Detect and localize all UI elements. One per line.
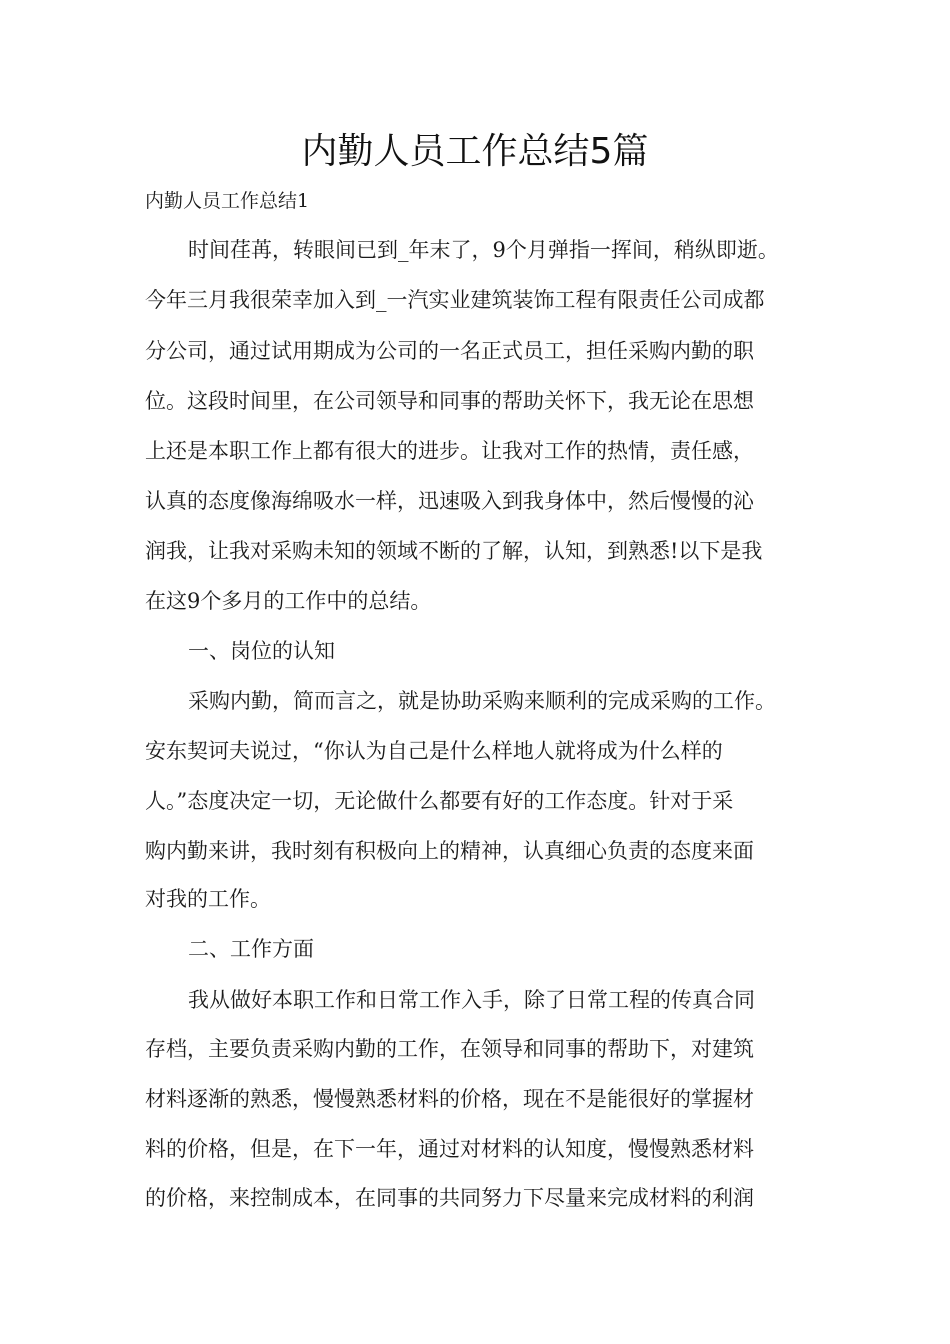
section-title: 内勤人员工作总结1 [145, 190, 310, 212]
paragraph-line: 时间荏苒，转眼间已到_年末了，9个月弹指一挥间，稍纵即逝。 [188, 238, 779, 262]
paragraph-line: 的价格，来控制成本，在同事的共同努力下尽量来完成材料的利润 [145, 1186, 754, 1210]
paragraph-line: 存档，主要负责采购内勤的工作，在领导和同事的帮助下，对建筑 [145, 1037, 754, 1061]
paragraph-line: 认真的态度像海绵吸水一样，迅速吸入到我身体中，然后慢慢的沁 [145, 489, 754, 513]
paragraph-line: 人。”态度决定一切，无论做什么都要有好的工作态度。针对于采 [145, 789, 734, 813]
paragraph-line: 购内勤来讲，我时刻有积极向上的精神，认真细心负责的态度来面 [145, 839, 754, 863]
paragraph-line: 今年三月我很荣幸加入到_一汽实业建筑装饰工程有限责任公司成都 [145, 288, 765, 312]
paragraph-line: 分公司，通过试用期成为公司的一名正式员工，担任采购内勤的职 [145, 339, 754, 363]
section-heading: 一、岗位的认知 [188, 639, 335, 663]
paragraph-line: 润我，让我对采购未知的领域不断的了解，认知，到熟悉!以下是我 [145, 539, 763, 563]
paragraph-line: 安东契诃夫说过，“你认为自己是什么样地人就将成为什么样的 [145, 739, 723, 763]
paragraph-line: 对我的工作。 [145, 887, 271, 911]
paragraph-line: 在这9个多月的工作中的总结。 [145, 589, 432, 613]
paragraph-line: 我从做好本职工作和日常工作入手，除了日常工程的传真合同 [188, 988, 755, 1012]
paragraph-line: 采购内勤，简而言之，就是协助采购来顺利的完成采购的工作。 [188, 689, 776, 713]
paragraph-line: 料的价格，但是，在下一年，通过对材料的认知度，慢慢熟悉材料 [145, 1137, 754, 1161]
section-heading: 二、工作方面 [188, 937, 314, 961]
paragraph-line: 位。这段时间里，在公司领导和同事的帮助关怀下，我无论在思想 [145, 389, 754, 413]
paragraph-line: 材料逐渐的熟悉，慢慢熟悉材料的价格，现在不是能很好的掌握材 [145, 1087, 754, 1111]
paragraph-line: 上还是本职工作上都有很大的进步。让我对工作的热情，责任感， [145, 439, 754, 463]
document-title: 内勤人员工作总结5篇 [301, 131, 649, 172]
